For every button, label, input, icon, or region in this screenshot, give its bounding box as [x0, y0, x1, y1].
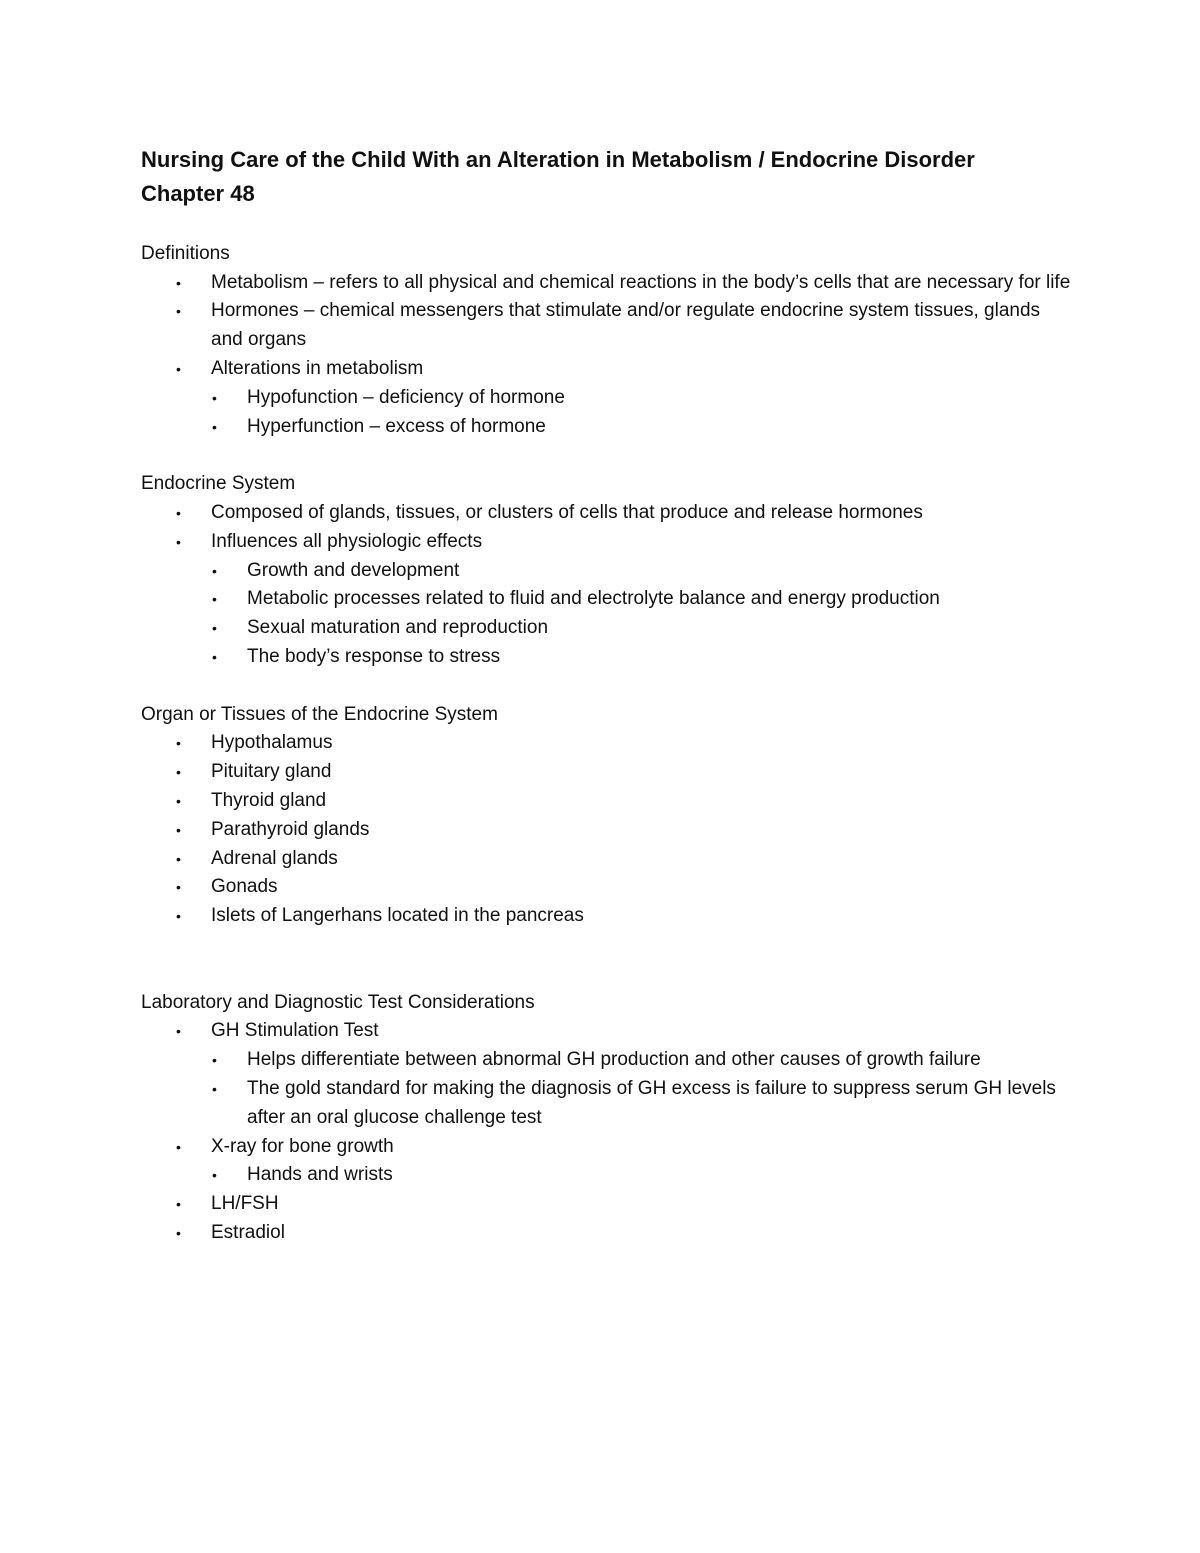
list-item-text: LH/FSH: [211, 1193, 279, 1215]
section: [141, 701, 1071, 931]
bullet-icon: •: [212, 562, 217, 579]
sub-list-item-text: Hands and wrists: [247, 1164, 393, 1186]
bullet-icon: •: [176, 764, 181, 781]
sub-list-item: [176, 413, 1071, 442]
list-item: [141, 1133, 1071, 1162]
sub-list-item-text: Hypofunction – deficiency of hormone: [247, 386, 565, 408]
sub-list-item-text: The gold standard for making the diagnosis of GH excess is failure to suppress serum GH levels after an oral glucose challenge test: [247, 1077, 1056, 1128]
list-item: [141, 1190, 1071, 1219]
list-item: [141, 729, 1071, 758]
bullet-icon: •: [176, 1224, 181, 1241]
bullet-icon: •: [212, 591, 217, 608]
list-item: [141, 1219, 1071, 1248]
bullet-icon: •: [176, 1196, 181, 1213]
sub-list-item: [176, 614, 1071, 643]
bullet-icon: •: [176, 821, 181, 838]
spacer: [141, 672, 1071, 701]
section-heading: Definitions: [141, 242, 230, 264]
list-item-text: Adrenal glands: [211, 847, 338, 869]
bullet-icon: •: [212, 418, 217, 435]
list-item-text: Metabolism – refers to all physical and chemical reactions in the body’s cells that are necessary for life: [211, 271, 1071, 293]
list-item: [141, 297, 1071, 355]
list-item-text: GH Stimulation Test: [211, 1020, 379, 1042]
sub-bullet-list: [176, 557, 1071, 672]
bullet-list: [141, 1017, 1071, 1247]
section-heading: Organ or Tissues of the Endocrine System: [141, 703, 498, 725]
bullet-icon: •: [212, 1167, 217, 1184]
spacer: [141, 931, 1071, 989]
list-item-text: Hypothalamus: [211, 732, 333, 754]
sub-bullet-list: [176, 1161, 1071, 1190]
spacer: [141, 211, 1071, 240]
bullet-list: [141, 499, 1071, 672]
bullet-icon: •: [176, 1023, 181, 1040]
list-item: [141, 355, 1071, 384]
list-item-text: Estradiol: [211, 1221, 285, 1243]
bullet-icon: •: [176, 303, 181, 320]
sub-list-item: [176, 1046, 1071, 1075]
spacer: [141, 441, 1071, 470]
sub-list-item: [176, 384, 1071, 413]
list-item-text: X-ray for bone growth: [211, 1135, 394, 1157]
section-heading: Laboratory and Diagnostic Test Considerations: [141, 991, 535, 1013]
bullet-icon: •: [212, 648, 217, 665]
list-item-text: Islets of Langerhans located in the pancreas: [211, 905, 584, 927]
list-item-text: Influences all physiologic effects: [211, 530, 483, 552]
sub-list-item-text: Hyperfunction – excess of hormone: [247, 415, 546, 437]
sub-list-item: [176, 1075, 1071, 1133]
sub-list-item: [176, 557, 1071, 586]
list-item: [141, 499, 1071, 528]
bullet-list: [141, 729, 1071, 931]
list-item: [141, 902, 1071, 931]
document-title: [141, 143, 1071, 211]
bullet-icon: •: [176, 533, 181, 550]
list-item-text: Gonads: [211, 876, 278, 898]
bullet-icon: •: [212, 1052, 217, 1069]
sub-list-item-text: Growth and development: [247, 559, 460, 581]
bullet-list: [141, 269, 1071, 442]
sub-list-item-text: The body’s response to stress: [247, 645, 501, 667]
sub-list-item-text: Sexual maturation and reproduction: [247, 617, 549, 639]
sub-list-wrapper: [141, 557, 1071, 672]
bullet-icon: •: [176, 274, 181, 291]
sub-bullet-list: [176, 1046, 1071, 1132]
list-item: [141, 816, 1071, 845]
list-item: [141, 873, 1071, 902]
bullet-icon: •: [176, 735, 181, 752]
sub-bullet-list: [176, 384, 1071, 442]
list-item: [141, 845, 1071, 874]
list-item: [141, 528, 1071, 557]
bullet-icon: •: [176, 850, 181, 867]
title-line-2: Chapter 48: [141, 181, 255, 206]
bullet-icon: •: [176, 504, 181, 521]
list-item-text: Pituitary gland: [211, 761, 332, 783]
sub-list-item: [176, 643, 1071, 672]
bullet-icon: •: [212, 1080, 217, 1097]
sub-list-wrapper: [141, 384, 1071, 442]
bullet-icon: •: [176, 360, 181, 377]
list-item: [141, 1017, 1071, 1046]
sub-list-item: [176, 1161, 1071, 1190]
document-body: [141, 143, 1071, 1248]
sub-list-wrapper: [141, 1161, 1071, 1190]
bullet-icon: •: [212, 389, 217, 406]
sub-list-item-text: Helps differentiate between abnormal GH production and other causes of growth failure: [247, 1049, 981, 1071]
title-line-1: Nursing Care of the Child With an Alteration in Metabolism / Endocrine Disorder: [141, 147, 975, 172]
bullet-icon: •: [176, 908, 181, 925]
bullet-icon: •: [176, 879, 181, 896]
bullet-icon: •: [176, 792, 181, 809]
list-item-text: Composed of glands, tissues, or clusters of cells that produce and release hormones: [211, 501, 923, 523]
section: [141, 989, 1071, 1248]
list-item-text: Parathyroid glands: [211, 818, 370, 840]
sub-list-item: [176, 585, 1071, 614]
list-item-text: Hormones – chemical messengers that stimulate and/or regulate endocrine system tissues, glands and organs: [211, 300, 1041, 351]
section: [141, 240, 1071, 442]
bullet-icon: •: [176, 1138, 181, 1155]
bullet-icon: •: [212, 620, 217, 637]
list-item: [141, 269, 1071, 298]
sub-list-item-text: Metabolic processes related to fluid and electrolyte balance and energy production: [247, 588, 940, 610]
list-item: [141, 787, 1071, 816]
sections-container: [141, 240, 1071, 1248]
sub-list-wrapper: [141, 1046, 1071, 1132]
list-item-text: Alterations in metabolism: [211, 357, 424, 379]
section: [141, 470, 1071, 672]
section-heading: Endocrine System: [141, 473, 296, 495]
list-item-text: Thyroid gland: [211, 789, 327, 811]
list-item: [141, 758, 1071, 787]
